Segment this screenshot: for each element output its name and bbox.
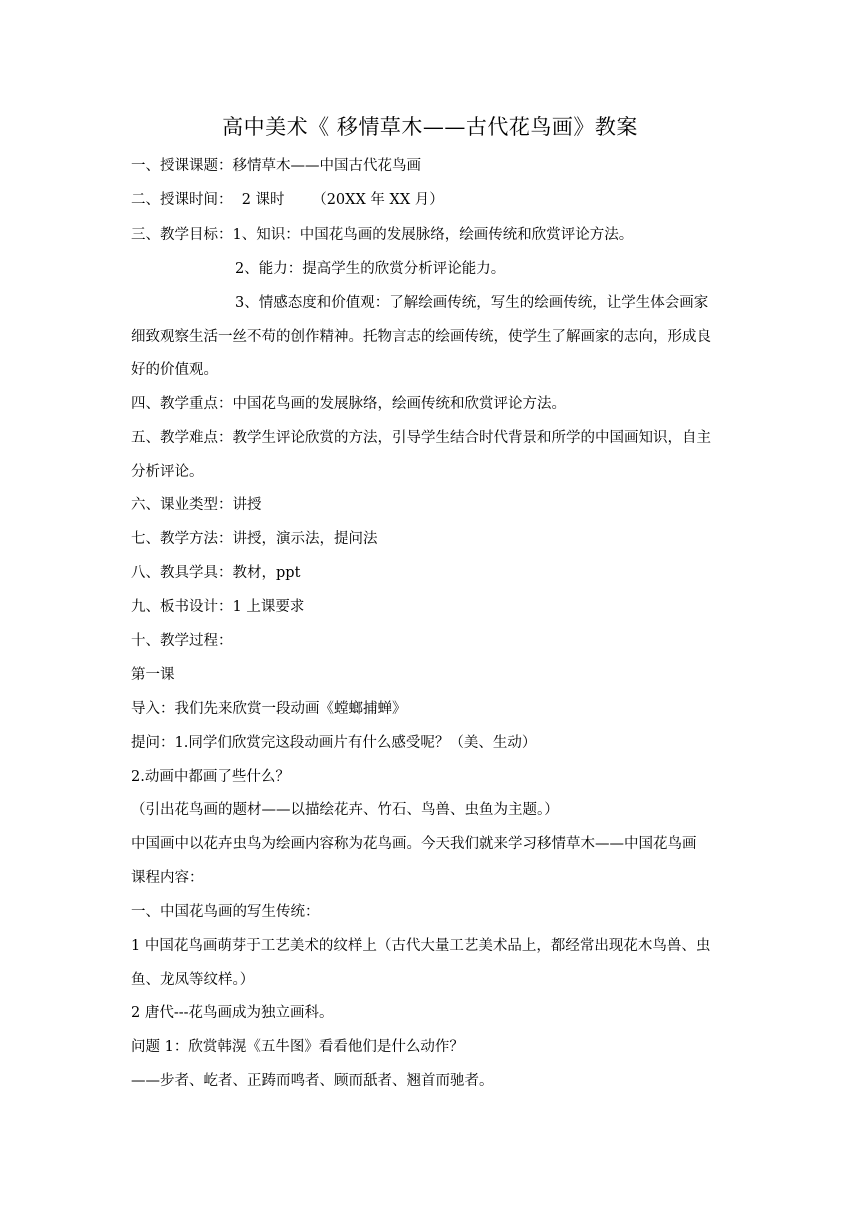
text-line: 提问：1.同学们欣赏完这段动画片有什么感受呢？（美、生动） xyxy=(131,735,537,751)
text-line: 十、教学过程： xyxy=(131,633,233,649)
text-line: 六、课业类型：讲授 xyxy=(131,497,262,513)
text-line: 2 唐代---花鸟画成为独立画科。 xyxy=(131,1005,334,1021)
text-line: （引出花鸟画的题材——以描绘花卉、竹石、鸟兽、虫鱼为主题。） xyxy=(131,802,559,818)
text-line: 二、授课时间： 2 课时 （20XX 年 XX 月） xyxy=(131,192,444,208)
text-line: 导入：我们先来欣赏一段动画《螳螂捕蝉》 xyxy=(131,701,407,717)
text-line: 分析评论。 xyxy=(131,464,204,480)
document-title: 高中美术《 移情草木——古代花鸟画》教案 xyxy=(222,115,638,139)
text-line: ——步者、屹者、正踌而鸣者、顾而舐者、翘首而驰者。 xyxy=(131,1073,494,1089)
text-line: 九、板书设计：1 上课要求 xyxy=(131,599,305,615)
text-line: 三、教学目标：1、知识：中国花鸟画的发展脉络，绘画传统和欣赏评论方法。 xyxy=(131,227,634,243)
text-line: 一、中国花鸟画的写生传统： xyxy=(131,904,320,920)
text-line: 好的价值观。 xyxy=(131,362,218,378)
text-line: 2.动画中都画了些什么？ xyxy=(131,769,290,785)
text-line: 课程内容： xyxy=(131,870,204,886)
text-line: 3、情感态度和价值观：了解绘画传统，写生的绘画传统，让学生体会画家 xyxy=(235,295,709,311)
text-line: 四、教学重点：中国花鸟画的发展脉络，绘画传统和欣赏评论方法。 xyxy=(131,396,566,412)
text-line: 一、授课课题：移情草木——中国古代花鸟画 xyxy=(131,158,421,174)
text-line: 八、教具学具：教材，ppt xyxy=(131,565,301,581)
text-line: 第一课 xyxy=(131,667,175,683)
text-line: 2、能力：提高学生的欣赏分析评论能力。 xyxy=(235,261,506,277)
text-line: 七、教学方法：讲授，演示法，提问法 xyxy=(131,531,378,547)
text-line: 五、教学难点：教学生评论欣赏的方法，引导学生结合时代背景和所学的中国画知识，自主 xyxy=(131,430,711,446)
text-line: 1 中国花鸟画萌芽于工艺美术的纹样上（古代大量工艺美术品上，都经常出现花木鸟兽、虫 xyxy=(131,938,711,954)
text-line: 中国画中以花卉虫鸟为绘画内容称为花鸟画。今天我们就来学习移情草木——中国花鸟画 xyxy=(131,836,697,852)
text-line: 细致观察生活一丝不苟的创作精神。托物言志的绘画传统，使学生了解画家的志向，形成良 xyxy=(131,329,711,345)
text-line: 鱼、龙凤等纹样。） xyxy=(131,972,255,988)
text-line: 问题 1：欣赏韩滉《五牛图》看看他们是什么动作？ xyxy=(131,1039,464,1055)
